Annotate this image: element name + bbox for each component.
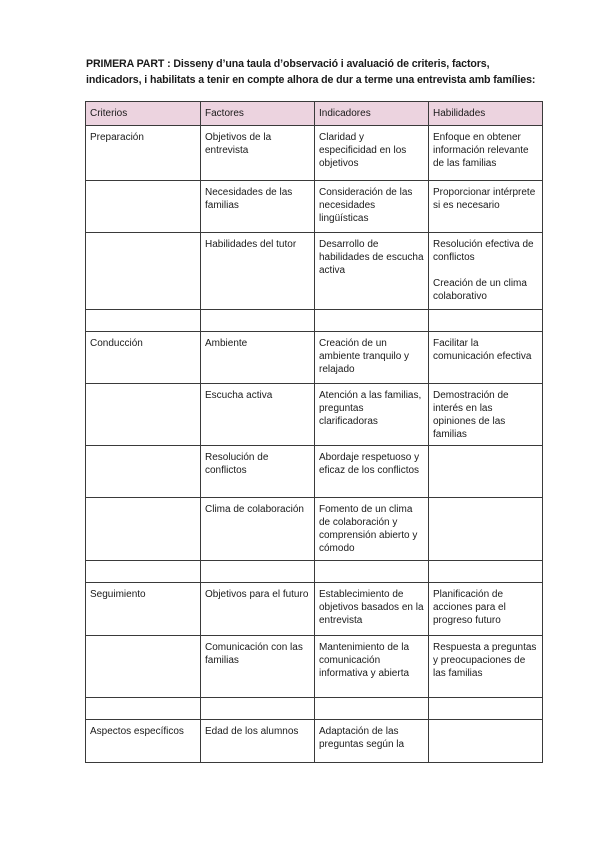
observation-table (85, 101, 543, 763)
cell-habilidades (429, 498, 543, 561)
cell-factor: Resolución de conflictos (201, 446, 315, 498)
table-row (86, 583, 543, 636)
cell-criterio (86, 310, 201, 332)
cell-criterio (86, 498, 201, 561)
table-header-row (86, 102, 543, 126)
cell-indicador: Abordaje respetuoso y eficaz de los conflictos (315, 446, 429, 498)
cell-criterio: Seguimiento (86, 583, 201, 636)
cell-factor: Necesidades de las familias (201, 181, 315, 233)
cell-factor: Objetivos para el futuro (201, 583, 315, 636)
table-row (86, 636, 543, 698)
cell-criterio: Conducción (86, 332, 201, 384)
cell-factor: Clima de colaboración (201, 498, 315, 561)
cell-factor: Comunicación con las familias (201, 636, 315, 698)
cell-habilidades (429, 583, 543, 636)
cell-factor (201, 698, 315, 720)
cell-indicador: Establecimiento de objetivos basados en la entrevista (315, 583, 429, 636)
cell-indicador: Creación de un ambiente tranquilo y relajado (315, 332, 429, 384)
habilidad-text: Resolución efectiva de conflictos (433, 239, 534, 263)
habilidad-text: Planificación de acciones para el progreso futuro (433, 589, 506, 626)
habilidad-text: Respuesta a preguntas y preocupaciones de las familias (433, 642, 537, 679)
habilidad-text: Enfoque en obtener información relevante de las familias (433, 132, 529, 169)
cell-criterio (86, 636, 201, 698)
table-row (86, 446, 543, 498)
cell-habilidades (429, 698, 543, 720)
cell-indicador (315, 561, 429, 583)
habilidad-text: Facilitar la comunicación efectiva (433, 338, 532, 362)
cell-criterio (86, 233, 201, 310)
cell-indicador: Consideración de las necesidades lingüísticas (315, 181, 429, 233)
cell-indicador: Atención a las familias, preguntas clarificadoras (315, 384, 429, 446)
cell-indicador: Desarrollo de habilidades de escucha activa (315, 233, 429, 310)
table-row (86, 384, 543, 446)
cell-factor: Objetivos de la entrevista (201, 126, 315, 181)
habilidad-text: Proporcionar intérprete si es necesario (433, 187, 536, 211)
cell-habilidades (429, 233, 543, 310)
cell-factor (201, 310, 315, 332)
cell-factor (201, 561, 315, 583)
document-heading: PRIMERA PART : Disseny d’una taula d’observació i avaluació de criteris, factors, indicadors, i habilitats a tenir en compte alhora de dur a terme una entrevista amb famílies: (86, 58, 536, 86)
header-indicadores: Indicadores (315, 102, 429, 126)
table-row (86, 720, 543, 763)
cell-factor: Habilidades del tutor (201, 233, 315, 310)
cell-habilidades (429, 384, 543, 446)
cell-habilidades (429, 310, 543, 332)
table-row (86, 233, 543, 310)
cell-habilidades (429, 126, 543, 181)
cell-criterio: Preparación (86, 126, 201, 181)
table-row (86, 561, 543, 583)
table-row (86, 181, 543, 233)
cell-factor: Escucha activa (201, 384, 315, 446)
table-row (86, 126, 543, 181)
cell-criterio (86, 384, 201, 446)
cell-habilidades (429, 561, 543, 583)
cell-criterio (86, 698, 201, 720)
cell-habilidades (429, 332, 543, 384)
cell-criterio (86, 561, 201, 583)
header-criterios: Criterios (86, 102, 201, 126)
cell-indicador: Claridad y especificidad en los objetivos (315, 126, 429, 181)
cell-indicador: Fomento de un clima de colaboración y comprensión abierto y cómodo (315, 498, 429, 561)
cell-indicador: Mantenimiento de la comunicación informativa y abierta (315, 636, 429, 698)
cell-habilidades (429, 446, 543, 498)
header-factores: Factores (201, 102, 315, 126)
cell-indicador (315, 310, 429, 332)
table-body (86, 126, 543, 763)
cell-indicador (315, 698, 429, 720)
cell-factor: Ambiente (201, 332, 315, 384)
habilidad-text: Creación de un clima colaborativo (433, 278, 527, 302)
table-row (86, 498, 543, 561)
cell-factor: Edad de los alumnos (201, 720, 315, 763)
table-row (86, 310, 543, 332)
cell-indicador: Adaptación de las preguntas según la (315, 720, 429, 763)
cell-criterio: Aspectos específicos (86, 720, 201, 763)
cell-habilidades (429, 636, 543, 698)
table-row (86, 698, 543, 720)
cell-criterio (86, 446, 201, 498)
habilidad-text: Demostración de interés en las opiniones de las familias (433, 390, 509, 440)
cell-habilidades (429, 720, 543, 763)
header-habilidades: Habilidades (429, 102, 543, 126)
table-row (86, 332, 543, 384)
cell-criterio (86, 181, 201, 233)
cell-habilidades (429, 181, 543, 233)
